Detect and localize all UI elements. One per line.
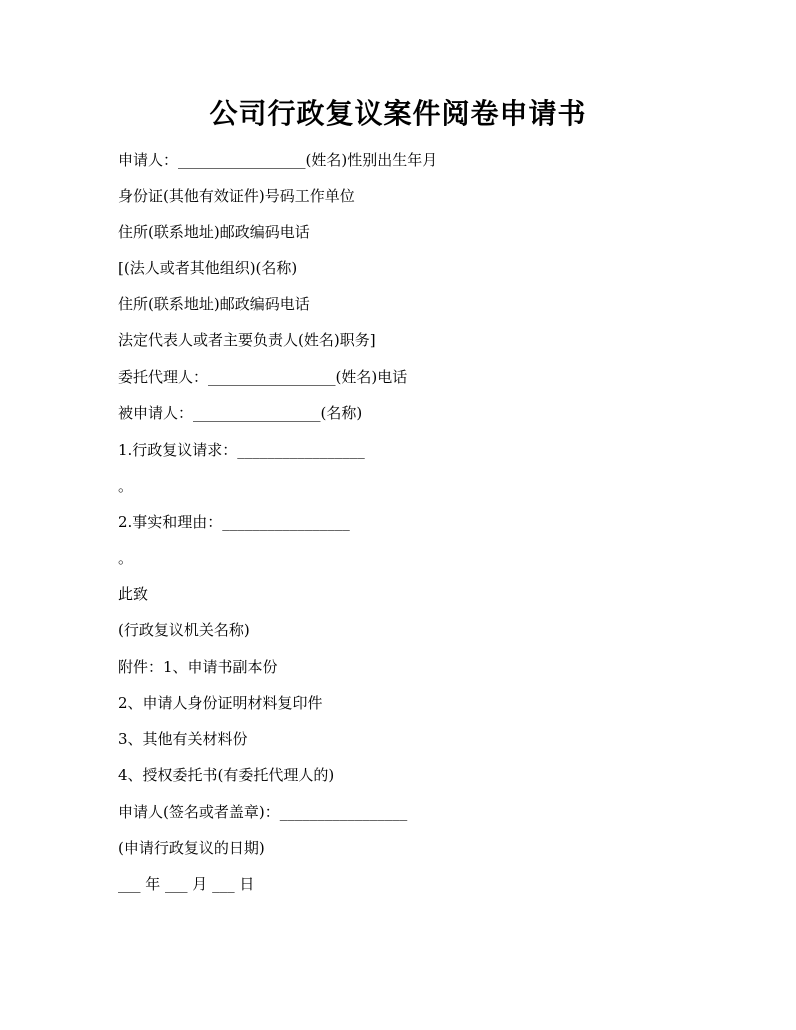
- salutation-line: 此致: [118, 585, 149, 603]
- authority-name-line: (行政复议机关名称): [118, 621, 250, 639]
- facts-reasons-line: 2.事实和理由：_________________: [118, 513, 350, 531]
- application-date-label: (申请行政复议的日期): [118, 839, 265, 857]
- request-end-mark: 。: [118, 477, 134, 495]
- attachment-line-2: 2、申请人身份证明材料复印件: [118, 694, 323, 712]
- respondent-line: 被申请人：_________________(名称): [118, 404, 363, 422]
- agent-line: 委托代理人：_________________(姓名)电话: [118, 368, 408, 386]
- legal-representative-line: 法定代表人或者主要负责人(姓名)职务]: [118, 331, 376, 349]
- organization-line: [(法人或者其他组织)(名称): [118, 259, 298, 277]
- attachment-line-3: 3、其他有关材料份: [118, 730, 248, 748]
- facts-end-mark: 。: [118, 549, 134, 567]
- date-fill-line: ___ 年 ___ 月 ___ 日: [118, 875, 255, 893]
- signature-line: 申请人(签名或者盖章)：_________________: [118, 803, 408, 821]
- applicant-line: 申请人：_________________(姓名)性别出生年月: [118, 151, 438, 169]
- document-title: 公司行政复议案件阅卷申请书: [209, 97, 587, 130]
- organization-address-line: 住所(联系地址)邮政编码电话: [118, 295, 310, 313]
- id-card-line: 身份证(其他有效证件)号码工作单位: [118, 187, 355, 205]
- attachment-line-4: 4、授权委托书(有委托代理人的): [118, 766, 335, 784]
- address-line: 住所(联系地址)邮政编码电话: [118, 223, 310, 241]
- attachment-line-1: 附件：1、申请书副本份: [118, 658, 278, 676]
- request-line: 1.行政复议请求：_________________: [118, 441, 365, 459]
